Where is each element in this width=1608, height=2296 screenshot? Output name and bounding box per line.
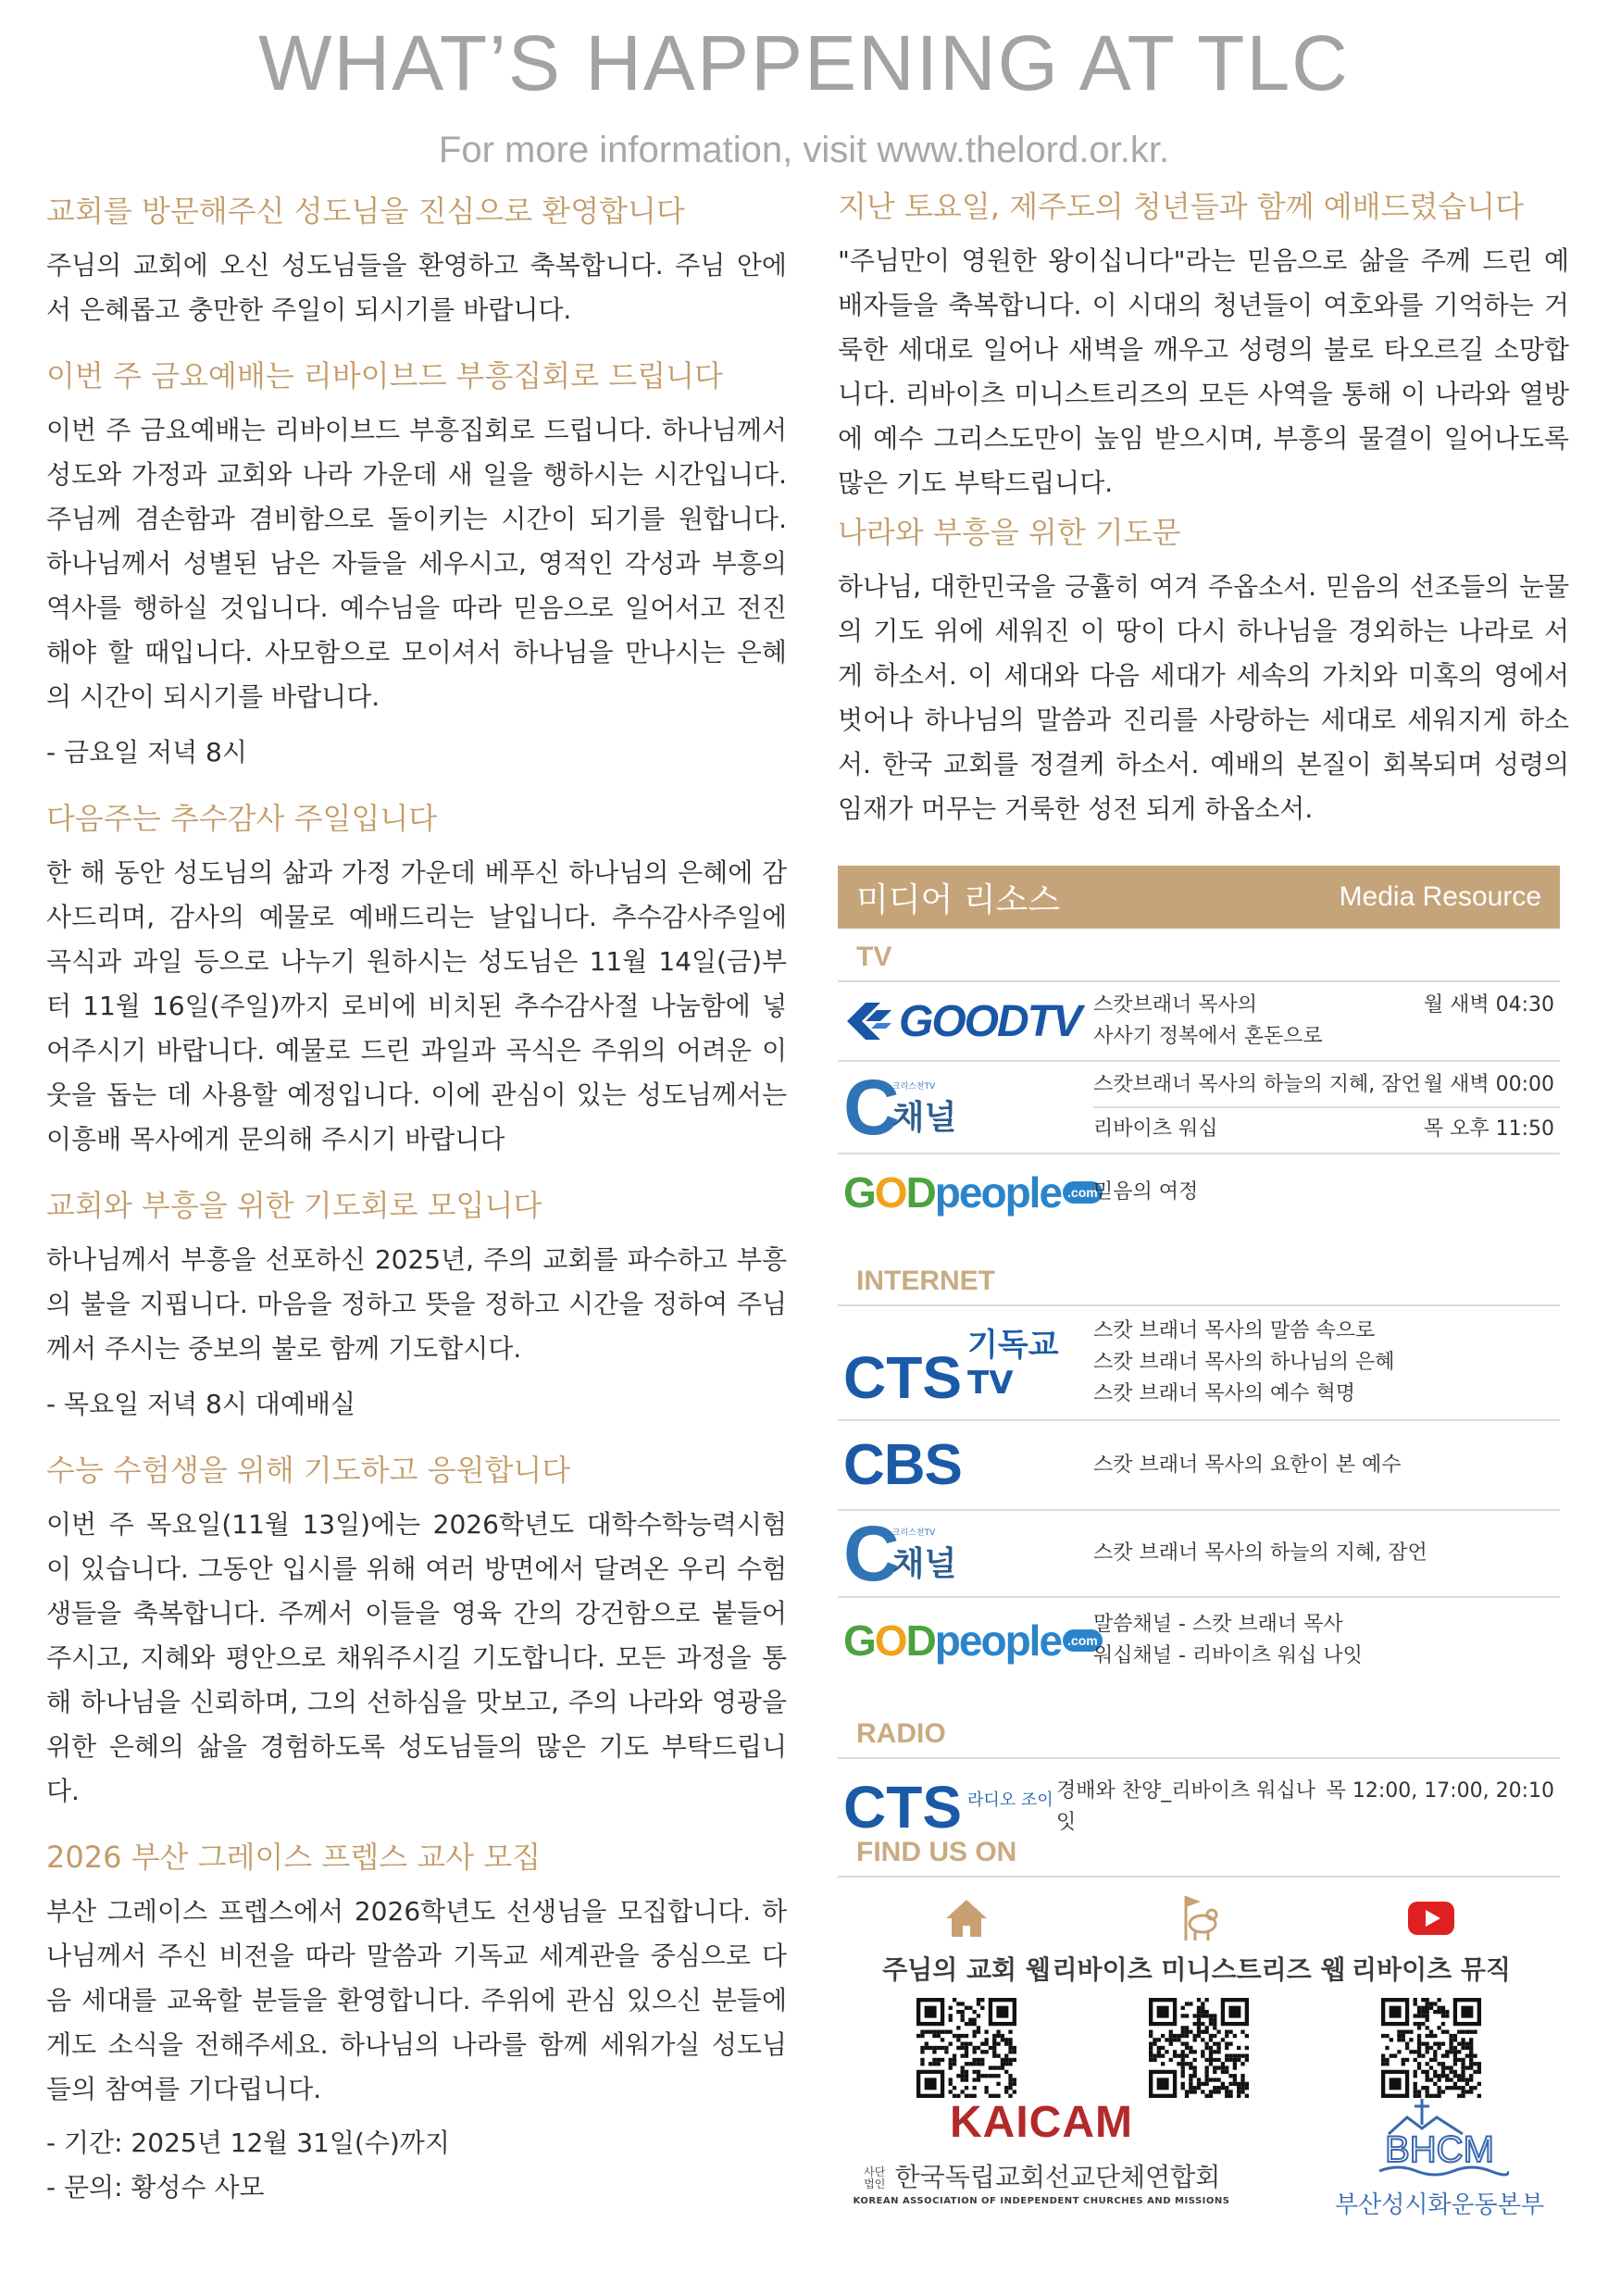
announcement-jeju-youth	[838, 185, 1569, 505]
internet-entry: 워십채널 - 리바이츠 워십 나잇	[1093, 1644, 1363, 1667]
section-title: 2026 부산 그레이스 프렙스 교사 모집	[46, 1840, 542, 1875]
section-note: - 기간: 2025년 12월 31일(수)까지	[46, 2128, 450, 2158]
program-time: 목 오후 11:50	[1423, 1117, 1554, 1141]
kaicam-korean: 사단 법인 한국독립교회선교단체연합회	[864, 2162, 1221, 2192]
page-title: WHAT’S HAPPENING AT TLC	[258, 19, 1350, 106]
bhcm-korean: 부산성시화운동본부	[1334, 2191, 1545, 2219]
tv-entry	[1093, 990, 1560, 1053]
kaicam-english: KOREAN ASSOCIATION OF INDEPENDENT CHURCHES AND MISSIONS	[853, 2196, 1230, 2206]
media-row-cbs[interactable]	[838, 1421, 1560, 1511]
section-body: 하나님, 대한민국을 긍휼히 여겨 주옵소서. 믿음의 선조들의 눈물의 기도 위에 세워진 이 땅이 다시 하나님을 경외하는 나라로 서게 하소서. 이 세대와 다음 세대가 세속의 가치와 미혹의 영에서 벗어나 하나님의 말씀과 진리를 사랑하는 세대로 세워지게 하소서. 한국 교회를 정결케 하소서. 예배의 본질이 회복되며 성령의 임재가 머무는 거룩한 성전 되게 하옵소서.	[838, 571, 1569, 824]
section-body: 이번 주 금요예배는 리바이브드 부흥집회로 드립니다. 하나님께서 성도와 가정과 교회와 나라 가운데 새 일을 행하시는 시간입니다. 주님께 겸손함과 겸비함으로 돌이키는 시간이 되기를 원합니다. 하나님께서 성별된 남은 자들을 세우시고, 영적인 각성과 부흥의 역사를 행하실 것입니다. 예수님을 따라 믿음으로 일어서고 전진해야 할 때입니다. 사모함으로 모이셔서 하나님을 만나시는 은혜의 시간이 되시기를 바랍니다.	[46, 415, 787, 712]
goodtv-wordmark: GOODTV	[899, 996, 1081, 1046]
section-body: 하나님께서 부흥을 선포하신 2025년, 주의 교회를 파수하고 부흥의 불을 지핍니다. 마음을 정하고 뜻을 정하고 시간을 정하여 주님께서 주시는 중보의 불로 함께 기도합시다.	[46, 1244, 787, 1364]
goodtv-logo	[838, 996, 1093, 1047]
goodtv-mark-icon	[843, 1001, 895, 1042]
c-letter-icon: C	[843, 1510, 900, 1597]
right-column	[838, 185, 1569, 854]
program-time: 월 새벽 00:00	[1423, 1073, 1554, 1096]
media-row-c-channel[interactable]	[838, 1062, 1560, 1154]
section-note: - 금요일 저녁 8시	[46, 737, 247, 767]
section-title: 지난 토요일, 제주도의 청년들과 함께 예배드렸습니다	[838, 189, 1525, 224]
internet-entry: 스캇 브래너 목사의 하늘의 지혜, 잠언	[1093, 1541, 1427, 1565]
program-name: 스캇브래너 목사의 사사기 정복에서 혼돈으로	[1093, 993, 1323, 1048]
left-column	[46, 190, 787, 2232]
section-body: 한 해 동안 성도님의 삶과 가정 가운데 베푸신 하나님의 은혜에 감사드리며, 감사의 예물로 예배드리는 날입니다. 추수감사주일에 곡식과 과일 등으로 나누기 원하시는 성도님은 11월 14일(금)부터 11월 16일(주일)까지 로비에 비치된 추수감사절 나눔함에 넣어주시기 바랍니다. 예물로 드린 과일과 곡식은 주위의 어려운 이웃을 돕는 데 사용할 예정입니다. 이에 관심이 있는 성도님께서는 이흥배 목사에게 문의해 주시기 바랍니다	[46, 857, 787, 1154]
media-row-godpeople[interactable]	[838, 1154, 1560, 1230]
find-us-label: FIND US ON	[838, 1824, 1560, 1878]
c-channel-logo: C 크리스천TV 채널	[843, 1510, 957, 1597]
find-item-church-web[interactable]	[851, 1892, 1082, 2098]
find-item-revites-music[interactable]	[1315, 1892, 1547, 2098]
media-row-c-channel-internet[interactable]	[838, 1511, 1560, 1598]
com-badge-icon: .com	[1063, 1629, 1103, 1652]
section-title: 교회를 방문해주신 성도님을 진심으로 환영합니다	[46, 193, 685, 229]
media-resource-header	[838, 866, 1560, 929]
media-row-cts[interactable]	[838, 1306, 1560, 1421]
program-time: 월 새벽 04:30	[1423, 993, 1554, 1017]
section-title: 이번 주 금요예배는 리바이브드 부흥집회로 드립니다	[46, 358, 723, 393]
section-body: "주님만이 영원한 왕이십니다"라는 믿음으로 삶을 주께 드린 예배자들을 축복합니다. 이 시대의 청년들이 여호와를 기억하는 거룩한 세대로 일어나 새벽을 깨우고 성령의 불로 타오르길 소망합니다. 리바이츠 미니스트리즈의 모든 사역을 통해 이 나라와 열방에 예수 그리스도만이 높임 받으시며, 부흥의 물결이 일어나도록 많은 기도 부탁드립니다.	[838, 245, 1569, 498]
media-row-godpeople-internet[interactable]	[838, 1598, 1560, 1683]
program-name: 스캇브래너 목사의 하늘의 지혜, 잠언	[1093, 1073, 1421, 1096]
section-title: 나라와 부흥을 위한 기도문	[838, 515, 1181, 550]
cbs-logo: CBS	[843, 1433, 962, 1497]
page-subtitle: For more information, visit www.thelord.or.kr.	[438, 130, 1170, 170]
lamb-flag-icon	[1177, 1892, 1221, 1944]
section-note-contact: - 문의: 황성수 사모	[46, 2172, 265, 2202]
godpeople-logo: G O D people .com	[838, 1616, 1093, 1666]
program-name: 리바이츠 워십	[1093, 1117, 1218, 1141]
category-tv: TV	[838, 929, 1560, 982]
announcement-thanksgiving	[46, 797, 787, 1162]
section-body: 이번 주 목요일(11월 13일)에는 2026학년도 대학수학능력시험이 있습니다. 그동안 입시를 위해 여러 방면에서 달려온 우리 수험생들을 축복합니다. 주께서 이들을 영육 간의 강건함으로 붙들어 주시고, 지혜와 평안으로 채워주시길 기도합니다. 모든 과정을 통해 하나님을 신뢰하며, 그의 선하심을 맛보고, 주의 나라와 영광을 위한 은혜의 삶을 경험하도록 성도님들의 많은 기도 부탁드립니다.	[46, 1509, 787, 1806]
bhcm-emblem-icon	[1370, 2097, 1509, 2177]
section-note: - 목요일 저녁 8시 대예배실	[46, 1389, 356, 1419]
qr-code-icon[interactable]	[1149, 1998, 1249, 2098]
tv-entry	[1093, 1069, 1560, 1101]
section-title: 다음주는 추수감사 주일입니다	[46, 801, 438, 836]
announcement-welcome	[46, 190, 787, 332]
find-us-on	[838, 1824, 1560, 2098]
section-title: 수능 수험생을 위해 기도하고 응원합니다	[46, 1453, 571, 1488]
kaicam-logo	[838, 2097, 1245, 2220]
announcement-prayer-meeting	[46, 1184, 787, 1427]
footer-logos	[838, 2097, 1560, 2220]
section-body: 주님의 교회에 오신 성도님들을 환영하고 축복합니다. 주님 안에서 은혜롭고 충만한 주일이 되시기를 바랍니다.	[46, 250, 787, 325]
media-title-ko: 미디어 리소스	[856, 880, 1061, 919]
c-channel-logo	[838, 1064, 1093, 1151]
cts-logo: CTS 기독교TV	[838, 1319, 1093, 1407]
section-title: 교회와 부흥을 위한 기도회로 모입니다	[46, 1188, 542, 1223]
media-resource	[838, 866, 1560, 1846]
page-header	[0, 17, 1608, 171]
section-body: 부산 그레이스 프렙스에서 2026학년도 선생님을 모집합니다. 하나님께서 주신 비전을 따라 말씀과 기독교 세계관을 중심으로 다음 세대를 교육할 분들을 환영합니다. 주위에 관심 있으신 분들에게도 소식을 전해주세요. 하나님의 나라를 함께 세워가실 성도님들의 참여를 기다립니다.	[46, 1896, 787, 2104]
internet-entry: 스캇 브래너 목사의 하나님의 은혜	[1093, 1351, 1395, 1374]
announcement-exam-prayer	[46, 1449, 787, 1814]
c-channel-text: 채널	[891, 1099, 957, 1137]
program-name: 믿음의 여정	[1093, 1180, 1199, 1204]
tv-entry	[1093, 1177, 1560, 1208]
cts-radio-logo: CTS 라디오 조이	[843, 1774, 1053, 1841]
find-item-label: 리바이츠 미니스트리즈 웹	[1052, 1954, 1346, 1985]
category-radio: RADIO	[838, 1705, 1560, 1759]
program-time: 목 12:00, 17:00, 20:10	[1326, 1779, 1554, 1803]
announcement-teacher-recruit	[46, 1836, 787, 2210]
youtube-icon	[1407, 1901, 1455, 1936]
com-badge-icon: .com	[1063, 1181, 1103, 1204]
tv-entry	[1093, 1106, 1560, 1145]
media-title-en: Media Resource	[1339, 881, 1541, 912]
find-item-label: 리바이츠 뮤직	[1351, 1954, 1512, 1985]
find-item-label: 주님의 교회 웹	[882, 1954, 1051, 1985]
bhcm-logo	[1319, 2097, 1560, 2220]
kaicam-wordmark: KAICAM	[950, 2098, 1133, 2147]
announcement-friday-revival	[46, 355, 787, 775]
internet-entry: 말씀채널 - 스캇 브래너 목사	[1093, 1613, 1343, 1636]
find-item-revites-web[interactable]	[1052, 1892, 1346, 2098]
bhcm-wordmark: BHCM	[1385, 2129, 1494, 2170]
qr-code-icon[interactable]	[1381, 1998, 1481, 2098]
prayer-for-nation	[838, 511, 1569, 831]
category-internet: INTERNET	[838, 1253, 1560, 1306]
cts-radio-text: 라디오 조이	[967, 1791, 1053, 1810]
qr-code-icon[interactable]	[916, 1998, 1016, 2098]
program-name: 경배와 찬양_리바이츠 워십나잇	[1056, 1779, 1316, 1834]
media-row-goodtv[interactable]	[838, 982, 1560, 1062]
godpeople-logo: G O D people .com	[838, 1167, 1093, 1217]
c-channel-small-text: 크리스천TV	[891, 1082, 936, 1092]
home-icon	[944, 1898, 989, 1939]
cts-tv-text: 기독교TV	[967, 1326, 1059, 1402]
internet-entry: 스캇 브래너 목사의 요한이 본 예수	[1093, 1453, 1402, 1477]
c-letter-icon: C	[843, 1064, 900, 1151]
internet-entry: 스캇 브래너 목사의 예수 혁명	[1093, 1382, 1355, 1405]
internet-entry: 스캇 브래너 목사의 말씀 속으로	[1093, 1319, 1376, 1342]
